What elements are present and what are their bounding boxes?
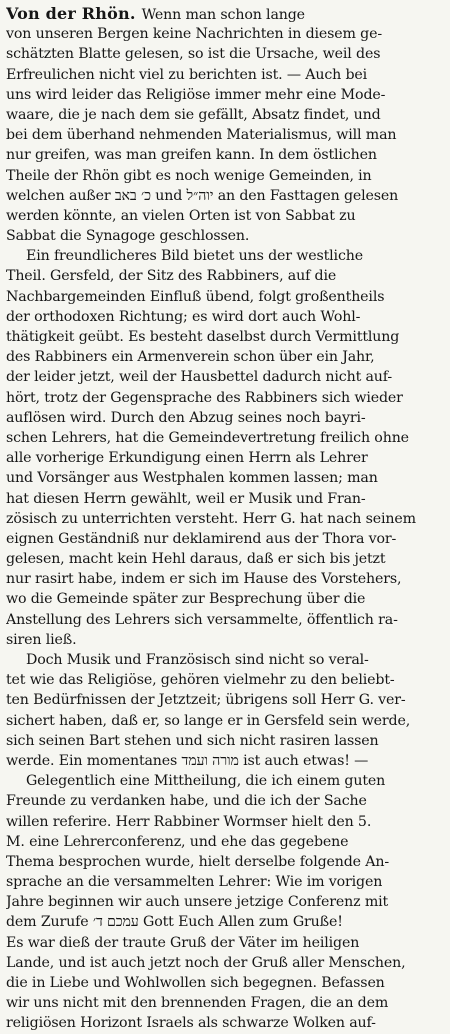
article-line: thätigkeit geübt. Es besteht daselbst durch Vermittlung [6,329,400,345]
article-line: Theile der Rhön gibt es noch wenige Gemeinden, in [6,167,372,184]
article-line: Gelegentlich eine Mittheilung, die ich einem guten [26,773,386,790]
article-line: alle vorherige Erkundigung einen Herrn als Lehrer [6,450,368,467]
article-line: von unseren Bergen keine Nachrichten in diesem ge- [6,26,382,43]
article-line: uns wird leider das Religiöse immer mehr eine Mode- [6,86,386,103]
article-line: ten Bedürfnissen der Jetztzeit; übrigens soll Herr G. ver- [6,692,406,709]
article-line: Jahre beginnen wir auch unsere jetzige Conferenz mit [6,894,389,911]
article-line: welchen außer כ׳ באב und יוה״ל an den Fasttagen gelesen [6,187,399,204]
article-line: Freunde zu verdanken habe, und die ich der Sache [6,793,367,810]
article-body [6,24,444,1033]
article-line: Ein freundlicheres Bild bietet uns der westliche [26,248,363,265]
article-line: gelesen, macht kein Hehl daraus, daß er sich bis jetzt [6,551,386,568]
article-line: Anstellung des Lehrers sich versammelte, öffentlich ra- [6,611,398,628]
article-line: wir uns nicht mit den brennenden Fragen, die an dem [6,995,389,1012]
article-line: wo die Gemeinde später zur Besprechung über die [6,591,366,608]
article-line: der leider jetzt, weil der Hausbettel dadurch nicht auf- [6,369,393,386]
article-line: und Vorsänger aus Westphalen kommen lassen; man [6,470,378,487]
article-line: Es war dieß der traute Gruß der Väter im heiligen [6,934,360,951]
article-line: Doch Musik und Französisch sind nicht so veral- [26,652,369,668]
article-line: sprache an die versammelten Lehrer: Wie im vorigen [6,874,383,891]
article-line: tet wie das Religiöse, gehören vielmehr zu den beliebt- [6,672,395,689]
article-line: schätzten Blatte gelesen, so ist die Ursache, weil des [6,46,381,63]
article-line: hat diesen Herrn gewählt, weil er Musik und Fran- [6,490,366,507]
article-line: hört, trotz der Gegensprache des Rabbiners sich wieder [6,389,403,406]
article-line: zösisch zu unterrichten versteht. Herr G. hat nach seinem [6,510,416,527]
article-line: waare, die je nach dem sie gefällt, Absatz findet, und [6,106,381,123]
article-line: nur rasirt habe, indem er sich im Hause des Vorstehers, [6,571,402,588]
article-line: dem Zurufe עמכם ד׳ Gott Euch Allen zum Gruße! [6,914,343,931]
article-line: sichert haben, daß er, so lange er in Gersfeld sein werde, [6,712,411,729]
article-line: willen referire. Herr Rabbiner Wormser hielt den 5. [6,813,372,830]
article-line: Nachbargemeinden Einfluß übend, folgt großentheils [6,288,385,305]
article-headline: Von der Rhön. [6,4,136,23]
article-line: M. eine Lehrerconferenz, und ehe das gegebene [6,833,349,850]
article-line: auflösen wird. Durch den Abzug seines noch bayri- [6,409,366,426]
article-line: nur greifen, was man greifen kann. In dem östlichen [6,147,377,164]
article-line: werde. Ein momentanes מורה ועמד ist auch etwas! — [6,752,369,769]
article-line: schen Lehrers, hat die Gemeindevertretung freilich ohne [6,429,409,446]
article-line: eignen Geständniß nur deklamirend aus der Thora vor- [6,530,397,547]
article-line: der orthodoxen Richtung; es wird dort auch Wohl- [6,308,361,325]
article-line: bei dem überhand nehmenden Materialismus, will man [6,127,397,144]
article-line: Lande, und ist auch jetzt noch der Gruß aller Menschen, [6,954,406,971]
article-line: sich seinen Bart stehen und sich nicht rasiren lassen [6,732,379,749]
article-line: Sabbat die Synagoge geschlossen. [6,228,250,245]
article-line: Erfreulichen nicht viel zu berichten ist. — Auch bei [6,66,368,83]
article-line: Theil. Gersfeld, der Sitz des Rabbiners, auf die [6,268,337,285]
article-line: die in Liebe und Wohlwollen sich begegnen. Befassen [6,975,385,991]
article-line-0: Wenn man schon lange [141,7,305,23]
article-line: des Rabbiners ein Armenverein schon über ein Jahr, [6,349,375,366]
article-line: siren ließ. [6,631,77,648]
article-line: religiösen Horizont Israels als schwarze Wolken auf- [6,1015,376,1032]
article-line: Thema besprochen wurde, hielt derselbe folgende An- [6,853,390,870]
article-line: werden könnte, an vielen Orten ist von Sabbat zu [6,207,356,224]
article-first-line [6,4,444,24]
